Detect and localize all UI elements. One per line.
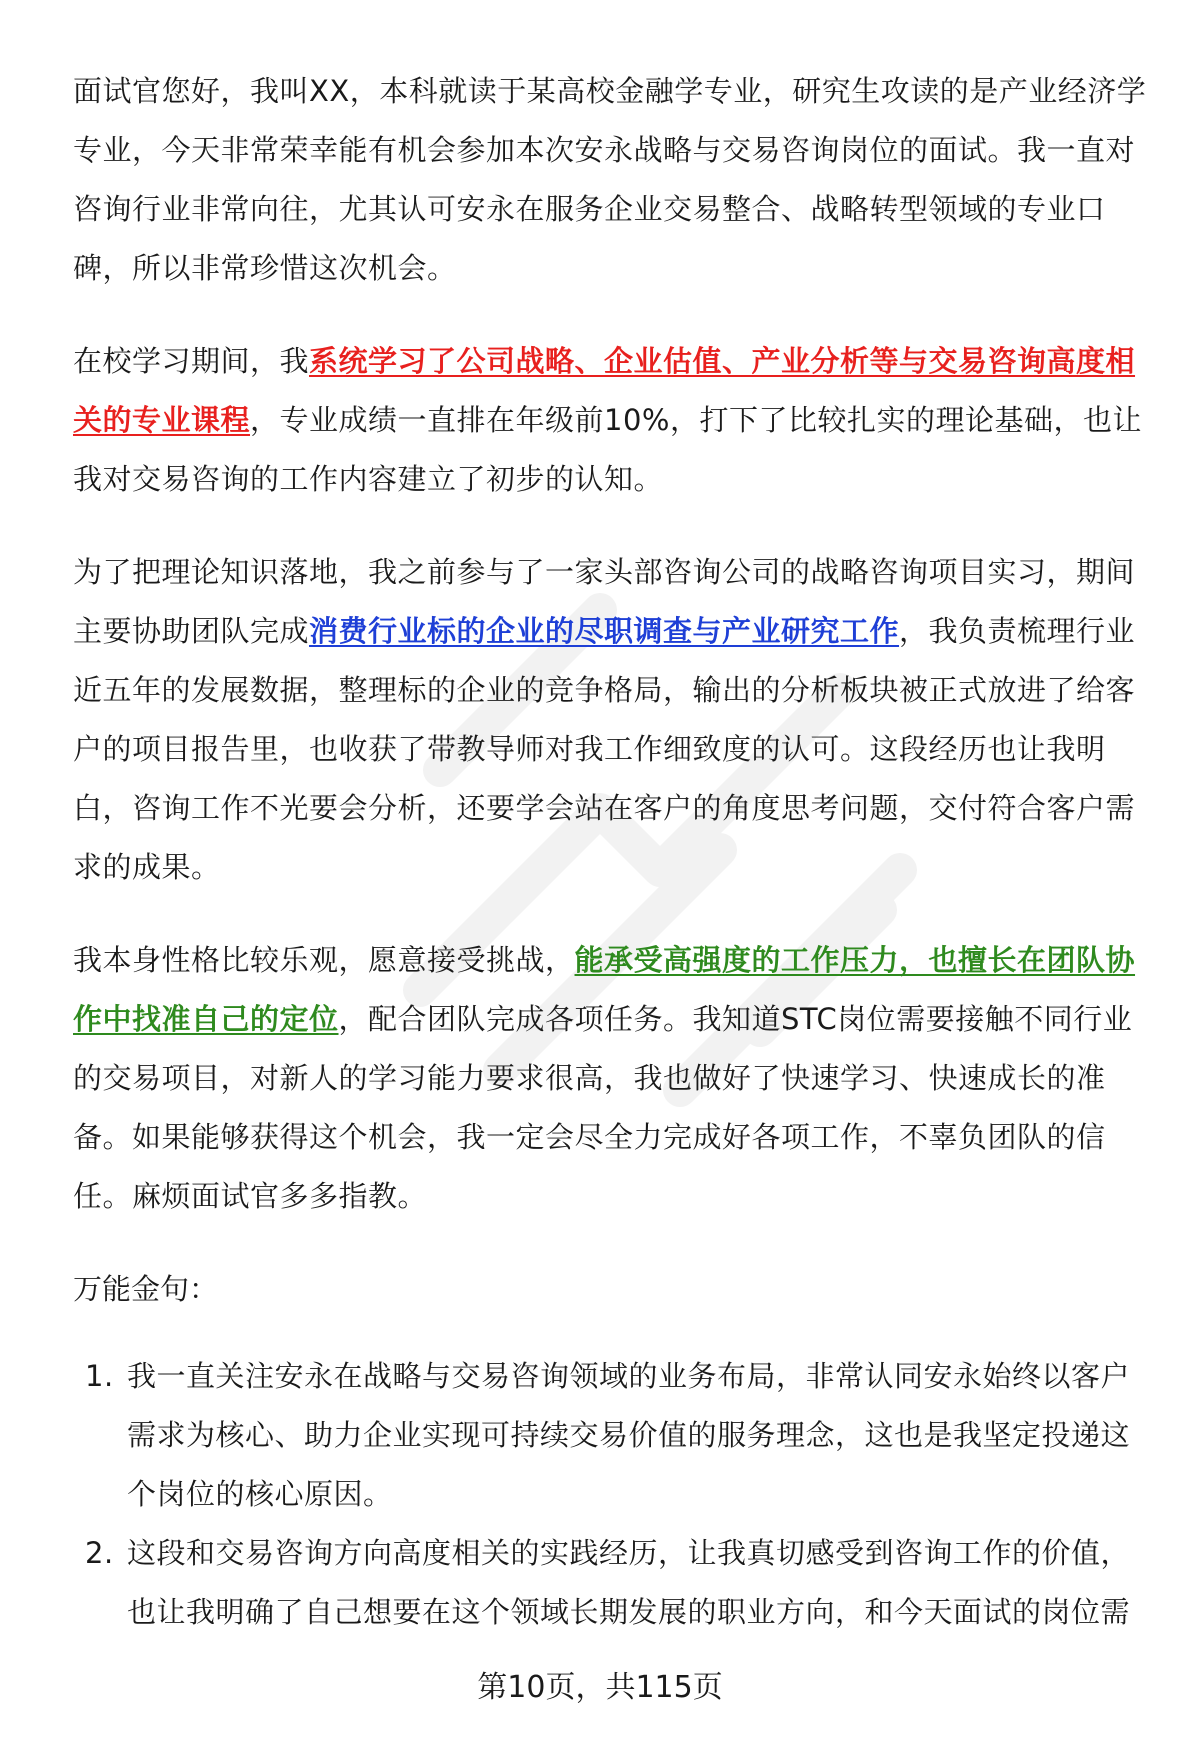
highlight-green-text: 能承受高强度的工作压力，也擅长在团队协作中找准自己的定位	[73, 943, 1136, 1036]
highlight-red-text: 系统学习了公司战略、企业估值、产业分析等与交易咨询高度相关的专业课程	[73, 344, 1136, 437]
list-item	[73, 1347, 1153, 1524]
paragraph-text: ，我负责梳理行业近五年的发展数据，整理标的企业的竞争格局，输出的分析板块被正式放进了给客户的项目报告里，也收获了带教导师对我工作细致度的认可。这段经历也让我明白，咨询工作不光要会分析，还要学会站在客户的角度思考问题，交付符合客户需求的成果。	[73, 614, 1136, 884]
paragraph-text: 面试官您好，我叫XX，本科就读于某高校金融学专业，研究生攻读的是产业经济学专业，今天非常荣幸能有机会参加本次安永战略与交易咨询岗位的面试。我一直对咨询行业非常向往，尤其认可安永在服务企业交易整合、战略转型领域的专业口碑，所以非常珍惜这次机会。	[73, 74, 1147, 285]
list-item-number: 2.	[85, 1536, 114, 1570]
paragraph-text: 在校学习期间，我	[73, 344, 310, 378]
paragraph-text: 为了把理论知识落地，我之前参与了一家头部咨询公司的战略咨询项目实习，期间主要协助团队完成	[73, 555, 1136, 648]
paragraph-study	[73, 332, 1153, 509]
highlight-blue-text: 消费行业标的企业的尽职调查与产业研究工作	[309, 614, 900, 648]
main-content	[73, 62, 1153, 1642]
paragraph-text: ，配合团队完成各项任务。我知道STC岗位需要接触不同行业的交易项目，对新人的学习能力要求很高，我也做好了快速学习、快速成长的准备。如果能够获得这个机会，我一定会尽全力完成好各项工作，不辜负团队的信任。麻烦面试官多多指教。	[73, 1002, 1133, 1213]
paragraph-internship	[73, 543, 1153, 897]
section-label: 万能金句：	[73, 1272, 219, 1306]
paragraph-text: 我本身性格比较乐观，愿意接受挑战，	[73, 943, 575, 977]
list-item-text: 这段和交易咨询方向高度相关的实践经历，让我真切感受到咨询工作的价值，也让我明确了自己想要在这个领域长期发展的职业方向，和今天面试的岗位需	[127, 1536, 1131, 1629]
list-item	[73, 1524, 1153, 1642]
list-item-number: 1.	[85, 1359, 114, 1393]
paragraph-text: ，专业成绩一直排在年级前10%，打下了比较扎实的理论基础，也让我对交易咨询的工作内容建立了初步的认知。	[73, 403, 1142, 496]
golden-sentences-list	[73, 1347, 1153, 1642]
list-item-text: 我一直关注安永在战略与交易咨询领域的业务布局，非常认同安永始终以客户需求为核心、助力企业实现可持续交易价值的服务理念，这也是我坚定投递这个岗位的核心原因。	[127, 1359, 1131, 1511]
paragraph-intro	[73, 62, 1153, 298]
page-footer: 第10页，共115页	[477, 1670, 723, 1705]
paragraph-personality	[73, 931, 1153, 1226]
